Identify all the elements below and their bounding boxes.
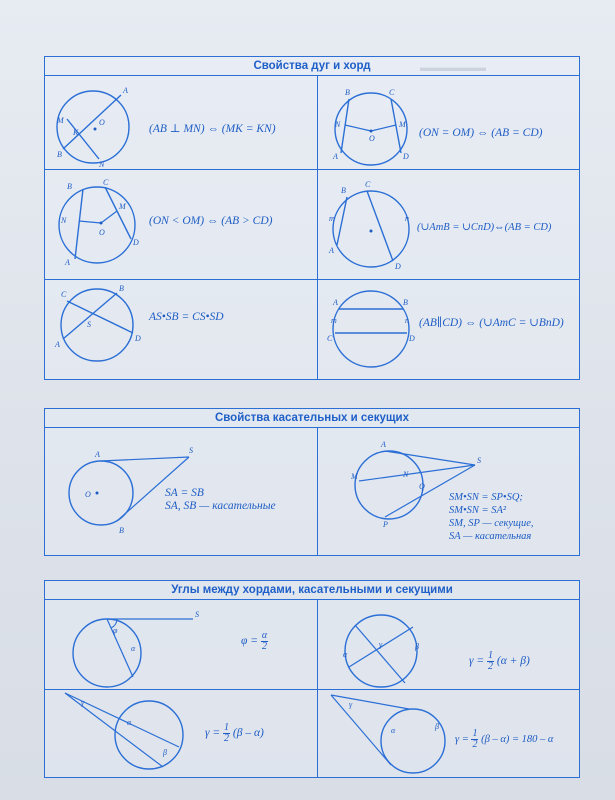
svg-text:γ: γ [379,640,383,649]
svg-text:B: B [119,526,124,535]
svg-text:α: α [127,718,132,727]
svg-text:C: C [327,334,333,343]
svg-text:C: C [61,290,67,299]
diagram-tangents-angle [325,693,465,783]
svg-text:N: N [99,160,105,169]
divider [317,599,318,777]
svg-text:M: M [119,202,126,211]
svg-text:B: B [403,298,408,307]
svg-text:C: C [389,88,395,97]
svg-text:A: A [329,246,334,255]
svg-text:M: M [57,116,64,125]
svg-text:β: β [415,642,419,651]
secants-note2: SA — касательная [449,531,532,542]
svg-text:B: B [67,182,72,191]
svg-text:n: n [405,214,409,223]
formula-parallel-chords: (AB∥CD) ⇔ (∪AmC = ∪BnD) [419,317,564,329]
svg-text:D: D [403,152,409,161]
diagram-equal-distance [327,79,417,179]
tangents-equal: SA = SB [165,487,204,499]
formula-unequal-distance: (ON < OM) ⇔ (AB > CD) [149,215,273,227]
svg-text:γ: γ [81,698,85,707]
svg-text:N: N [61,216,67,225]
svg-text:M: M [351,472,358,481]
section-title: Свойства дуг и хорд [45,57,579,76]
formula-phi: φ = $\frac{\alpha}{2}$ [241,630,268,652]
formula-gamma-tangents: γ = $\frac{1}{2}$ (β – α) = 180 – α [455,728,554,750]
tangents-note: SA, SB — касательные [165,500,276,512]
svg-text:β: β [163,748,167,757]
svg-text:S: S [477,456,481,465]
svg-text:A: A [95,450,100,459]
svg-text:N: N [335,120,341,129]
diagram-unequal-distance [53,179,143,279]
secants-note1: SM, SP — секущие, [449,518,534,529]
bleed-through: ▬▬▬▬▬▬ [420,62,486,74]
svg-text:m: m [329,214,335,223]
section-title: Углы между хордами, касательными и секущими [45,581,579,600]
svg-text:β: β [435,722,439,731]
divider [317,427,318,555]
svg-text:O: O [99,228,105,237]
svg-text:α: α [391,726,396,735]
svg-text:B: B [341,186,346,195]
svg-text:D: D [395,262,401,271]
svg-text:γ: γ [349,700,353,709]
divider [45,279,579,280]
formula-intersecting-chords: AS•SB = CS•SD [149,311,224,323]
svg-text:α: α [343,650,348,659]
formula-equal-distance: (ON = OM) ⇔ (AB = CD) [419,127,543,139]
svg-text:P: P [383,520,388,529]
diagram-parallel-chords [327,283,417,383]
svg-text:D: D [409,334,415,343]
svg-text:B: B [345,88,350,97]
svg-text:D: D [135,334,141,343]
svg-text:A: A [381,440,386,449]
svg-text:M: M [399,120,406,129]
svg-text:D: D [133,238,139,247]
svg-text:B: B [57,150,62,159]
section-title: Свойства касательных и секущих [45,409,579,428]
svg-text:B: B [119,284,124,293]
svg-text:S: S [189,446,193,455]
svg-text:A: A [333,152,338,161]
svg-text:A: A [65,258,70,267]
formula-gamma-diff: γ = $\frac{1}{2}$ (β – α) [205,722,264,744]
tangents-text [165,487,276,513]
diagram-secants-angle [55,691,195,781]
svg-text:m: m [331,316,337,325]
svg-text:A: A [55,340,60,349]
svg-text:O: O [369,134,375,143]
formula-gamma-sum: γ = $\frac{1}{2}$ (α + β) [469,650,530,672]
diagram-equal-arcs [327,181,417,281]
section-tangents-secants [44,408,580,556]
svg-text:α: α [131,644,136,653]
section-arcs-chords [44,56,580,380]
svg-text:S: S [87,320,91,329]
secants-eq1: SM•SN = SP•SQ; [449,492,523,503]
secants-eq2: SM•SN = SA² [449,505,507,516]
formula-perpendicular: (AB ⊥ MN) ⇔ (MK = KN) [149,123,276,135]
formula-equal-arcs: (∪AmB = ∪CnD)⇔(AB = CD) [417,222,552,233]
svg-text:N: N [403,470,409,479]
svg-text:n: n [405,316,409,325]
svg-text:S: S [195,610,199,619]
secants-text [449,491,534,543]
svg-text:Q: Q [419,482,425,491]
diagram-intersecting-chords-angle [335,603,435,693]
section-angles [44,580,580,778]
svg-text:C: C [365,180,371,189]
diagram-tangent-chord-angle [61,605,201,695]
diagram-perpendicular-chord [53,79,143,179]
svg-text:C: C [103,178,109,187]
diagram-intersecting-chords [53,283,143,383]
svg-text:A: A [333,298,338,307]
svg-text:O: O [85,490,91,499]
divider [317,75,318,379]
svg-text:φ: φ [113,626,118,635]
svg-text:K: K [73,128,79,137]
svg-text:O: O [99,118,105,127]
svg-text:A: A [123,86,128,95]
